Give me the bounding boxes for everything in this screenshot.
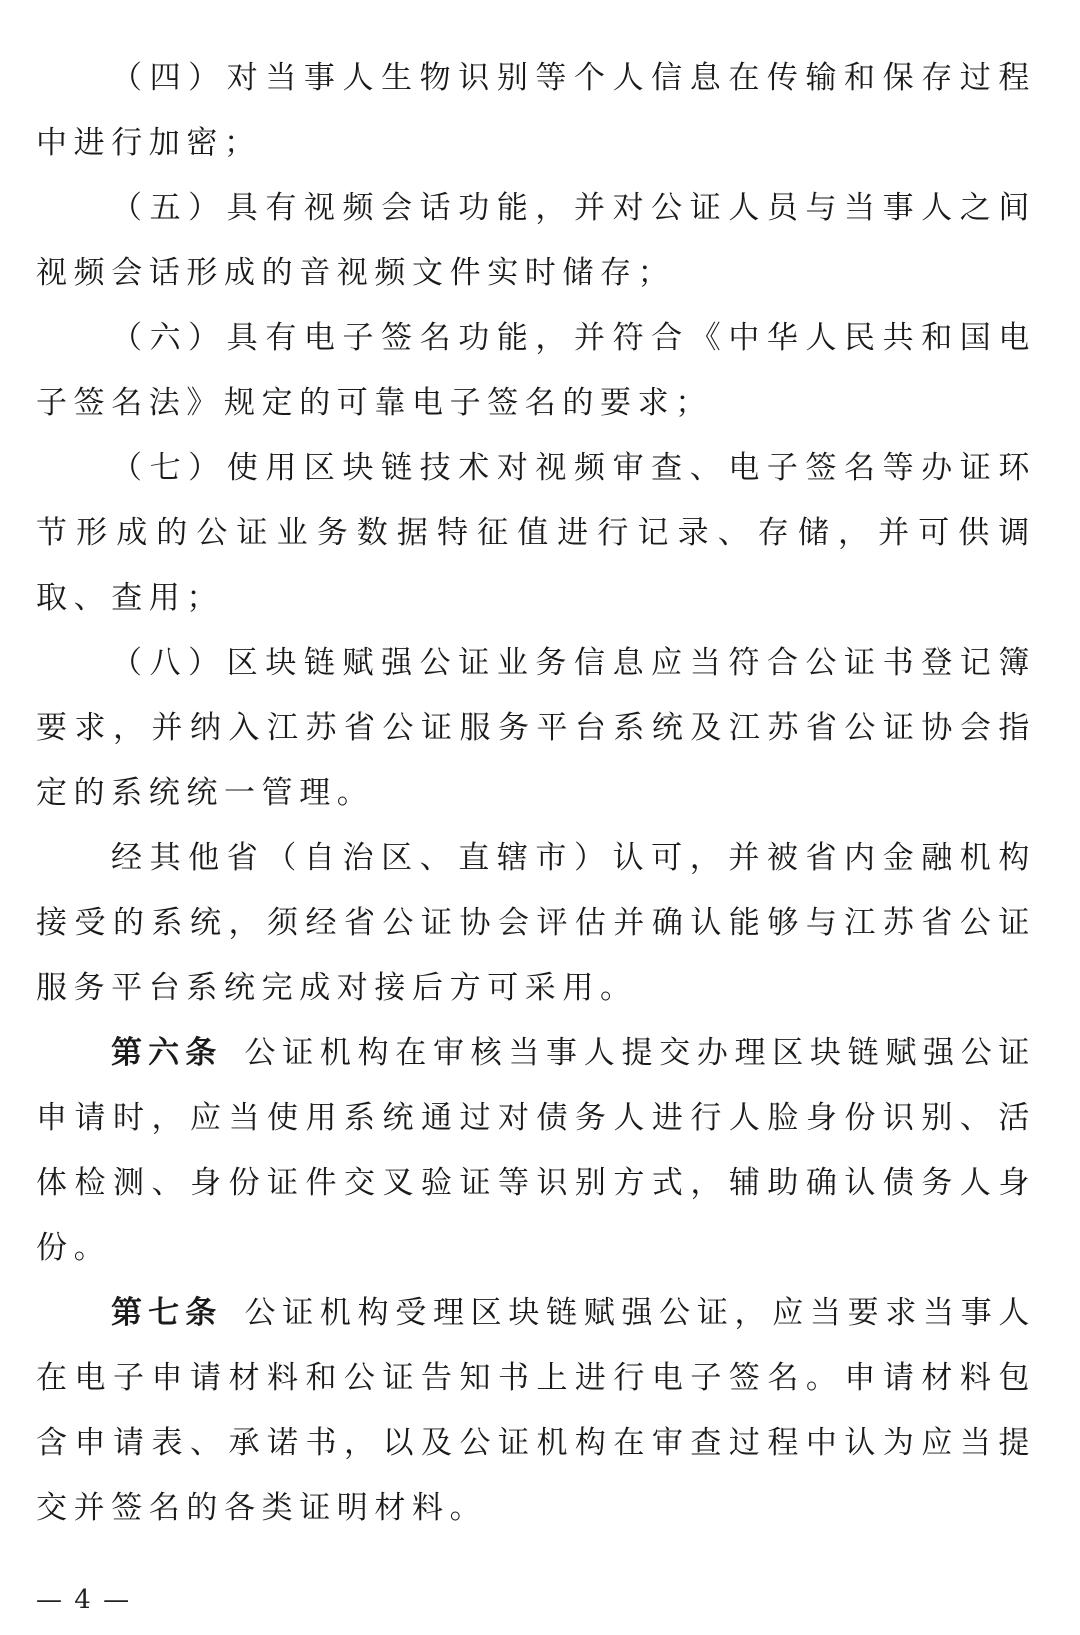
page-number: — 4 —: [36, 1585, 132, 1615]
document-body: [36, 46, 1036, 1541]
paragraph-item-5: （五）具有视频会话功能，并对公证人员与当事人之间视频会话形成的音视频文件实时储存；: [36, 190, 1036, 291]
paragraph-item-8: （八）区块链赋强公证业务信息应当符合公证书登记簿要求，并纳入江苏省公证服务平台系统及江苏省公证协会指定的系统统一管理。: [36, 645, 1036, 811]
paragraph-approval-note: 经其他省（自治区、直辖市）认可，并被省内金融机构接受的系统，须经省公证协会评估并确认能够与江苏省公证服务平台系统完成对接后方可采用。: [36, 840, 1036, 1006]
paragraph-item-4: （四）对当事人生物识别等个人信息在传输和保存过程中进行加密；: [36, 60, 1036, 161]
article-six-text: 公证机构在审核当事人提交办理区块链赋强公证申请时，应当使用系统通过对债务人进行人脸身份识别、活体检测、身份证件交叉验证等识别方式，辅助确认债务人身份。: [36, 1035, 1036, 1266]
paragraph-item-7: （七）使用区块链技术对视频审查、电子签名等办证环节形成的公证业务数据特征值进行记录、存储，并可供调取、查用；: [36, 450, 1036, 616]
article-seven-text: 公证机构受理区块链赋强公证，应当要求当事人在电子申请材料和公证告知书上进行电子签名。申请材料包含申请表、承诺书，以及公证机构在审查过程中认为应当提交并签名的各类证明材料。: [36, 1295, 1036, 1526]
article-six-heading: 第六条: [111, 1035, 223, 1071]
article-six: [36, 1021, 1036, 1281]
article-seven: [36, 1281, 1036, 1541]
article-seven-heading: 第七条: [111, 1295, 223, 1331]
paragraph-item-6: （六）具有电子签名功能，并符合《中华人民共和国电子签名法》规定的可靠电子签名的要求；: [36, 320, 1036, 421]
